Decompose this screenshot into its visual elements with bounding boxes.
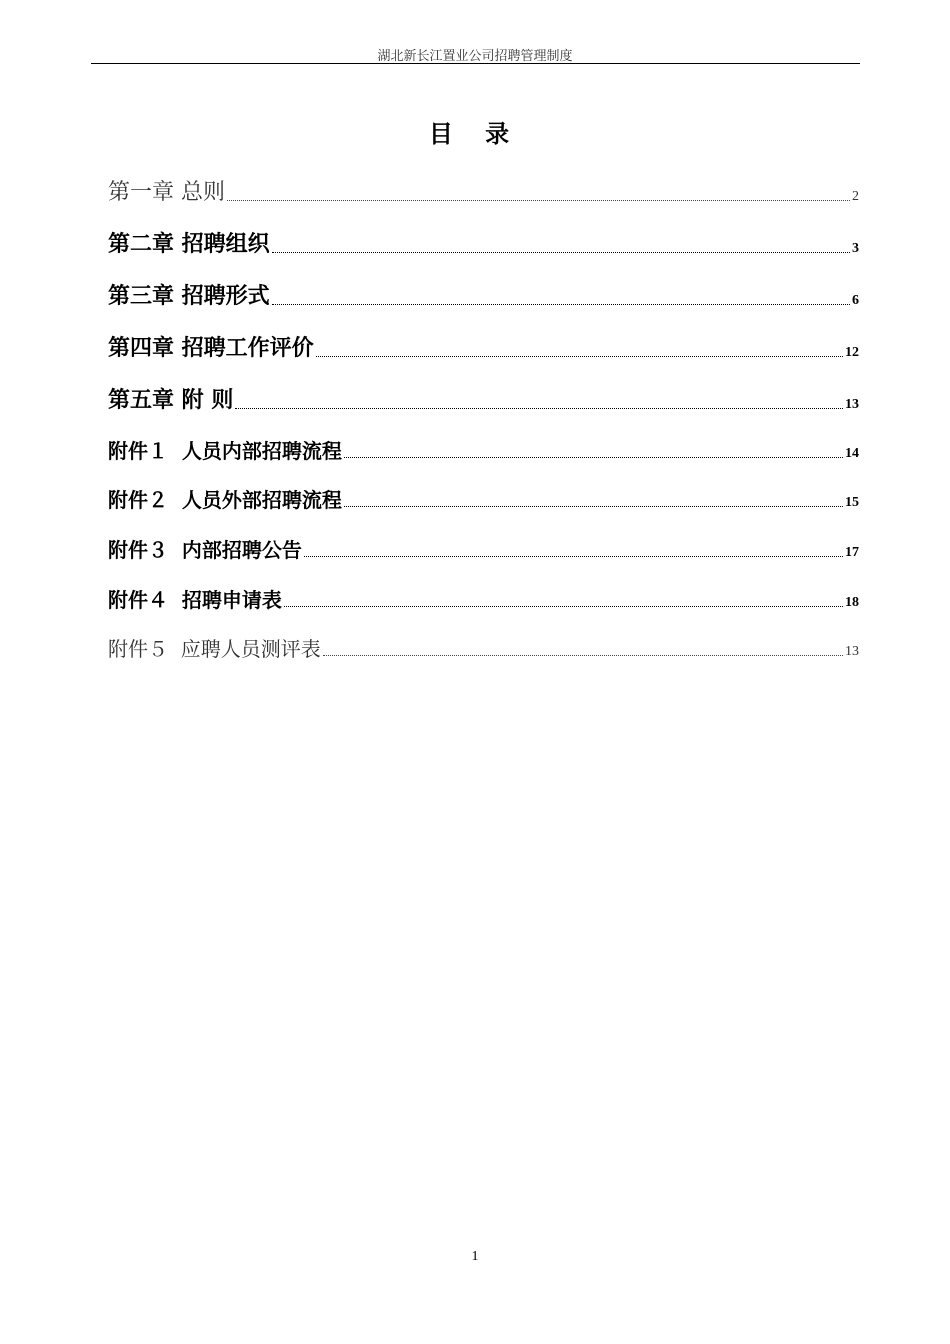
toc-entry-page: 17 xyxy=(845,545,859,560)
toc-entry-label: 附件５ 应聘人员测评表 xyxy=(108,637,321,661)
toc-title: 目 录 xyxy=(428,120,522,148)
running-header: 湖北新长江置业公司招聘管理制度 xyxy=(377,49,573,64)
toc-entry-appendix-4[interactable] xyxy=(108,590,859,610)
toc-entry-page: 13 xyxy=(845,644,859,659)
toc-leader-dots xyxy=(272,252,850,253)
toc-entry-appendix-5[interactable] xyxy=(108,639,859,659)
toc-entry-label: 附件２ 人员外部招聘流程 xyxy=(108,488,342,512)
toc-entry-label: 附件３ 内部招聘公告 xyxy=(108,538,302,562)
toc-entry-page: 12 xyxy=(845,345,859,360)
toc-entry-page: 14 xyxy=(845,446,859,461)
toc-entry-appendix-1[interactable] xyxy=(108,441,859,461)
toc-entry-label: 第二章 招聘组织 xyxy=(108,232,270,257)
toc-entry-label: 第五章 附 则 xyxy=(108,388,234,413)
toc-entry-chapter-3[interactable] xyxy=(108,286,859,308)
toc-entry-page: 2 xyxy=(852,189,859,204)
toc-leader-dots xyxy=(344,506,843,507)
toc-entry-page: 18 xyxy=(845,595,859,610)
toc-entry-label: 附件４ 招聘申请表 xyxy=(108,588,282,612)
toc-leader-dots xyxy=(284,606,843,607)
toc-entry-chapter-4[interactable] xyxy=(108,338,859,360)
toc-entry-label: 附件１ 人员内部招聘流程 xyxy=(108,439,342,463)
toc-leader-dots xyxy=(323,655,843,656)
toc-entry-label: 第三章 招聘形式 xyxy=(108,284,270,309)
toc-leader-dots xyxy=(304,556,843,557)
toc-entry-chapter-5[interactable] xyxy=(108,390,859,412)
toc-leader-dots xyxy=(344,457,843,458)
toc-leader-dots xyxy=(235,408,843,409)
toc-entry-appendix-2[interactable] xyxy=(108,490,859,510)
toc-leader-dots xyxy=(227,200,850,201)
toc-entry-chapter-2[interactable] xyxy=(108,234,859,256)
toc-entry-chapter-1[interactable] xyxy=(108,182,859,204)
toc-entry-label: 第四章 招聘工作评价 xyxy=(108,336,314,361)
toc-entry-appendix-3[interactable] xyxy=(108,540,859,560)
toc-entry-page: 13 xyxy=(845,397,859,412)
toc-entry-label: 第一章 总则 xyxy=(108,180,225,205)
toc-entry-page: 3 xyxy=(852,241,859,256)
toc-leader-dots xyxy=(272,304,850,305)
toc-entry-page: 15 xyxy=(845,495,859,510)
toc-entry-page: 6 xyxy=(852,293,859,308)
toc-leader-dots xyxy=(316,356,843,357)
page-number: 1 xyxy=(471,1249,479,1264)
